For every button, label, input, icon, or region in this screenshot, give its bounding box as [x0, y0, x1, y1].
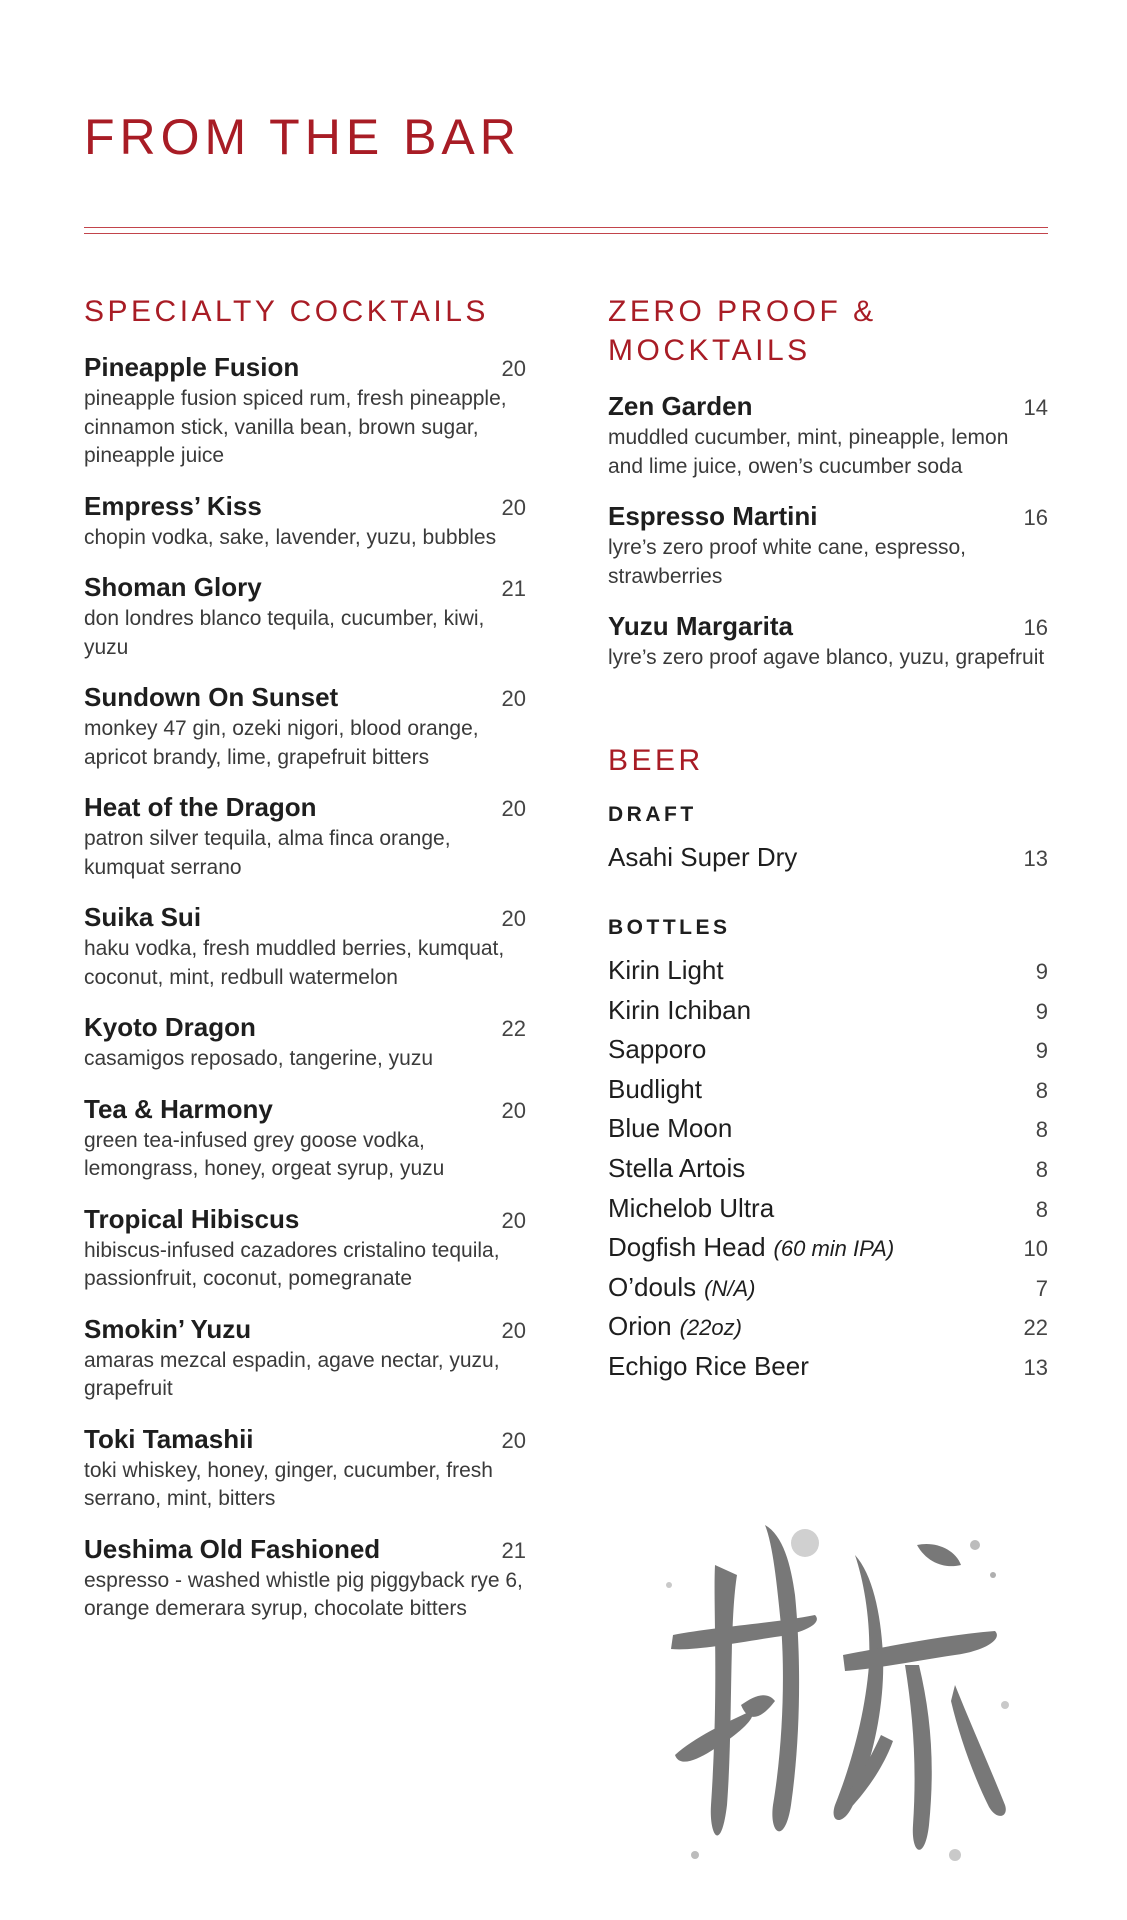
menu-item-header: [84, 1533, 526, 1567]
beer-name: [608, 1272, 755, 1303]
menu-item-price: 22: [501, 1016, 526, 1041]
menu-item: [84, 1423, 526, 1514]
menu-item: [608, 390, 1048, 481]
menu-item-price: 16: [1023, 505, 1048, 530]
beer-price: 10: [1023, 1236, 1048, 1262]
menu-item-price: 14: [1023, 395, 1048, 420]
beer-name-text: Kirin Ichiban: [608, 994, 752, 1025]
menu-item-description: hibiscus-infused cazadores cristalino tequila, passionfruit, coconut, pomegranate: [84, 1238, 500, 1290]
menu-item: [84, 490, 526, 553]
menu-item-name: Espresso Martini: [608, 501, 818, 531]
menu-item-header: [608, 610, 1048, 644]
menu-item-price: 20: [501, 906, 526, 931]
bottles-subheading: BOTTLES: [608, 916, 731, 940]
menu-item-price: 20: [501, 1097, 526, 1123]
menu-item: [84, 1313, 526, 1404]
menu-item-price: 16: [1023, 615, 1048, 640]
beer-price: 9: [1035, 1038, 1048, 1064]
menu-item-description: haku vodka, fresh muddled berries, kumquat, coconut, mint, redbull watermelon: [84, 937, 505, 989]
menu-item-name: Kyoto Dragon: [84, 1012, 256, 1042]
page-title: FROM THE BAR: [84, 109, 521, 165]
menu-item: [84, 351, 526, 471]
menu-item-description: don londres blanco tequila, cucumber, kiwi, yuzu: [84, 607, 485, 659]
menu-item-name: Shoman Glory: [84, 572, 262, 602]
menu-item-name: Sundown On Sunset: [84, 682, 339, 712]
beer-item: [608, 1113, 1048, 1153]
beer-name-text: Asahi Super Dry: [608, 841, 798, 872]
beer-name-text: Echigo Rice Beer: [608, 1351, 809, 1382]
menu-item-header: [84, 1011, 526, 1045]
menu-item-price: 20: [501, 1207, 526, 1233]
beer-item: [608, 1272, 1048, 1312]
menu-item-header: [84, 571, 526, 605]
menu-item-description: lyre’s zero proof agave blanco, yuzu, grapefruit: [608, 646, 1045, 669]
menu-item: [608, 500, 1048, 591]
menu-item-price: 20: [501, 356, 526, 381]
right-column: [608, 292, 1048, 1391]
beer-price: 8: [1035, 1117, 1048, 1143]
menu-item-name: Zen Garden: [608, 391, 753, 421]
menu-item-name: Tea & Harmony: [84, 1093, 273, 1124]
menu-item-header: [84, 901, 526, 935]
beer-name-text: Michelob Ultra: [608, 1192, 775, 1223]
beer-name: [608, 1034, 706, 1065]
menu-item-name: Tropical Hibiscus: [84, 1203, 300, 1234]
menu-item: [84, 1533, 526, 1624]
zero-proof-list: [608, 390, 1048, 673]
beer-name: [608, 1113, 732, 1144]
specialty-cocktails-heading: SPECIALTY COCKTAILS: [84, 295, 489, 328]
menu-item: [84, 791, 526, 882]
menu-item-header: [84, 351, 526, 385]
beer-price: 8: [1035, 1157, 1048, 1183]
beer-note: (60 min IPA): [773, 1236, 895, 1262]
menu-item-name: Toki Tamashii: [84, 1423, 254, 1454]
menu-item: [84, 571, 526, 662]
zero-proof-heading: ZERO PROOF & MOCKTAILS: [608, 295, 877, 367]
menu-item-header: [84, 681, 526, 715]
menu-item: [84, 1203, 526, 1294]
menu-item-description: amaras mezcal espadin, agave nectar, yuzu, grapefruit: [84, 1348, 500, 1400]
menu-item-description: espresso - washed whistle pig piggyback rye 6, orange demerara syrup, chocolate bitters: [84, 1568, 523, 1620]
beer-name: [608, 842, 797, 873]
menu-item: [84, 681, 526, 772]
beer-name-text: Kirin Light: [608, 955, 724, 986]
beer-name: [608, 995, 751, 1026]
menu-item-header: [84, 791, 526, 825]
beer-note: (N/A): [704, 1275, 756, 1301]
beer-price: 13: [1023, 845, 1048, 871]
beer-price: 9: [1035, 959, 1048, 985]
menu-item-name: Ueshima Old Fashioned: [84, 1533, 381, 1564]
specialty-cocktails-list: [84, 351, 526, 1624]
menu-item-price: 20: [501, 1427, 526, 1453]
beer-item: [608, 1193, 1048, 1233]
beer-item: [608, 995, 1048, 1035]
menu-item-description: chopin vodka, sake, lavender, yuzu, bubbles: [84, 525, 497, 549]
beer-item: [608, 1153, 1048, 1193]
beer-name-text: O’douls: [608, 1271, 697, 1302]
menu-item-header: [84, 1423, 526, 1457]
menu-item-price: 20: [501, 796, 526, 821]
specialty-cocktails-column: [84, 292, 526, 1643]
beer-item: [608, 1034, 1048, 1074]
beer-name-text: Sapporo: [608, 1034, 707, 1065]
menu-item-description: casamigos reposado, tangerine, yuzu: [84, 1047, 434, 1070]
title-divider-top: [84, 227, 1048, 228]
menu-item: [84, 1093, 526, 1184]
menu-item-name: Empress’ Kiss: [84, 490, 262, 521]
menu-item-description: green tea-infused grey goose vodka, lemongrass, honey, orgeat syrup, yuzu: [84, 1128, 445, 1180]
beer-name-text: Dogfish Head: [608, 1232, 766, 1263]
menu-item-header: [84, 1203, 526, 1237]
menu-item-description: patron silver tequila, alma finca orange, kumquat serrano: [84, 827, 451, 879]
draft-list: [608, 842, 1048, 882]
beer-price: 8: [1035, 1196, 1048, 1222]
calligraphy-brush-icon: [655, 1505, 1015, 1885]
beer-name-text: Stella Artois: [608, 1153, 746, 1184]
beer-price: 13: [1023, 1355, 1048, 1381]
beer-item: [608, 1351, 1048, 1391]
beer-heading: BEER: [608, 743, 704, 777]
menu-item-price: 20: [501, 494, 526, 520]
menu-item-description: toki whiskey, honey, ginger, cucumber, fresh serrano, mint, bitters: [84, 1458, 493, 1510]
menu-item: [84, 1011, 526, 1074]
menu-item-header: [84, 1313, 526, 1347]
menu-item-description: monkey 47 gin, ozeki nigori, blood orange, apricot brandy, lime, grapefruit bitters: [84, 717, 479, 769]
draft-subheading: DRAFT: [608, 802, 697, 826]
menu-item-description: pineapple fusion spiced rum, fresh pineapple, cinnamon stick, vanilla bean, brown sugar, pineapple juice: [84, 387, 507, 467]
menu-item-header: [84, 490, 526, 524]
menu-item-header: [608, 500, 1048, 534]
beer-section: [608, 741, 1048, 1391]
menu-item-price: 21: [501, 576, 526, 601]
menu-item-description: muddled cucumber, mint, pineapple, lemon and lime juice, owen’s cucumber soda: [608, 426, 1009, 478]
menu-item-header: [84, 1093, 526, 1127]
beer-item: [608, 1232, 1048, 1272]
menu-item-price: 20: [501, 1317, 526, 1343]
beer-item: [608, 955, 1048, 995]
menu-item-description: lyre’s zero proof white cane, espresso, strawberries: [608, 536, 966, 588]
beer-name: [608, 1193, 774, 1224]
beer-item: [608, 842, 1048, 882]
menu-item-name: Smokin’ Yuzu: [84, 1313, 252, 1344]
beer-name-text: Blue Moon: [608, 1113, 733, 1144]
beer-name: [608, 1074, 702, 1105]
beer-name: [608, 1232, 894, 1263]
beer-note: (22oz): [679, 1315, 742, 1341]
title-divider-bottom: [84, 233, 1048, 234]
menu-item-name: Yuzu Margarita: [608, 611, 793, 641]
bottles-list: [608, 955, 1048, 1391]
beer-price: 7: [1035, 1275, 1048, 1301]
menu-item-price: 20: [501, 686, 526, 711]
beer-item: [608, 1311, 1048, 1351]
menu-item-name: Suika Sui: [84, 902, 202, 932]
menu-item-header: [608, 390, 1048, 424]
menu-item-name: Pineapple Fusion: [84, 352, 300, 382]
menu-item: [608, 610, 1048, 673]
beer-price: 9: [1035, 998, 1048, 1024]
beer-name-text: Budlight: [608, 1073, 702, 1104]
beer-item: [608, 1074, 1048, 1114]
menu-item-price: 21: [501, 1537, 526, 1563]
beer-name-text: Orion: [608, 1311, 672, 1342]
beer-name: [608, 1351, 809, 1382]
menu-item-name: Heat of the Dragon: [84, 792, 317, 822]
beer-name: [608, 1153, 745, 1184]
beer-name: [608, 955, 724, 986]
beer-name: [608, 1311, 742, 1342]
beer-price: 22: [1023, 1315, 1048, 1341]
beer-price: 8: [1035, 1077, 1048, 1103]
menu-item: [84, 901, 526, 992]
